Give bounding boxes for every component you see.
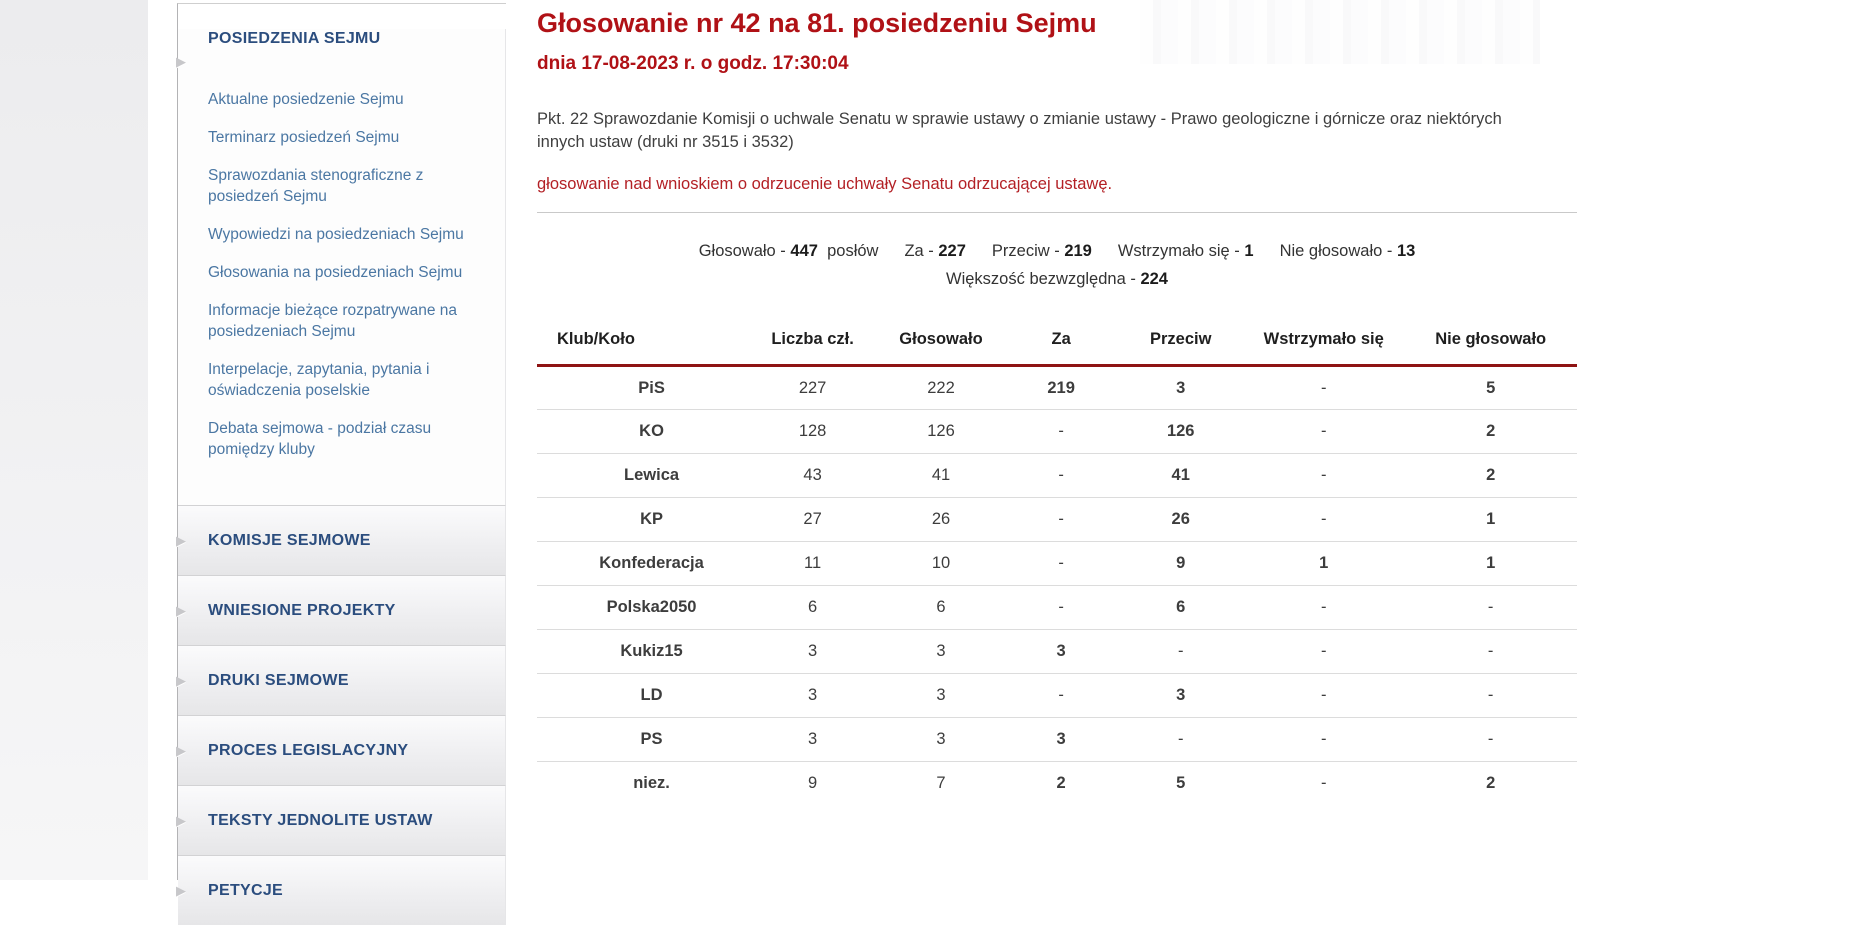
chevron-right-icon: ▶ — [176, 54, 186, 69]
przeciw-count[interactable]: 6 — [1118, 586, 1243, 630]
voted-count: 6 — [878, 586, 1004, 630]
members-count: 3 — [747, 718, 878, 762]
wstrzymalo-count: - — [1243, 498, 1404, 542]
nie-glosowalo-count: - — [1404, 586, 1577, 630]
chevron-right-icon: ▶ — [176, 882, 186, 898]
summary-item: Za - 227 — [904, 242, 966, 260]
sidebar-link[interactable]: Informacje bieżące rozpatrywane na posiedzeniach Sejmu — [208, 302, 457, 340]
members-count: 11 — [747, 542, 878, 586]
za-count: - — [1004, 454, 1118, 498]
sidebar-link[interactable]: Sprawozdania stenograficzne z posiedzeń Sejmu — [208, 167, 424, 205]
przeciw-count[interactable]: 26 — [1118, 498, 1243, 542]
members-count: 3 — [747, 674, 878, 718]
voted-count: 222 — [878, 366, 1004, 410]
voted-count: 3 — [878, 674, 1004, 718]
przeciw-count[interactable]: 126 — [1118, 410, 1243, 454]
chevron-right-icon: ▶ — [176, 742, 186, 758]
sidebar-section-wniesione-projekty[interactable]: ▶ WNIESIONE PROJEKTY — [178, 575, 506, 645]
chevron-right-icon: ▶ — [176, 602, 186, 618]
column-header-wstrzymalo: Wstrzymało się — [1243, 330, 1404, 366]
wstrzymalo-count[interactable]: 1 — [1243, 542, 1404, 586]
summary-item: Głosowało - 447 posłów — [698, 242, 879, 260]
voted-count: 10 — [878, 542, 1004, 586]
club-link[interactable]: PS — [537, 718, 747, 762]
table-row — [537, 366, 1577, 410]
nie-glosowalo-count[interactable]: 1 — [1404, 498, 1577, 542]
wstrzymalo-count: - — [1243, 674, 1404, 718]
sidebar — [176, 3, 506, 899]
club-link[interactable]: Lewica — [537, 454, 747, 498]
members-count: 3 — [747, 630, 878, 674]
sidebar-section-proces-legislacyjny[interactable]: ▶ PROCES LEGISLACYJNY — [178, 715, 506, 785]
wstrzymalo-count: - — [1243, 454, 1404, 498]
club-link[interactable]: niez. — [633, 774, 670, 793]
vote-table-body — [537, 366, 1577, 806]
sidebar-link[interactable]: Terminarz posiedzeń Sejmu — [208, 129, 400, 146]
sidebar-section-petycje[interactable]: ▶ PETYCJE — [178, 855, 506, 925]
column-header-za: Za — [1004, 330, 1118, 366]
przeciw-count[interactable]: 41 — [1118, 454, 1243, 498]
members-count: 128 — [747, 410, 878, 454]
za-count: - — [1004, 674, 1118, 718]
voted-count: 126 — [878, 410, 1004, 454]
sidebar-link-list — [178, 89, 505, 460]
voted-count: 3 — [878, 718, 1004, 762]
voted-count: 3 — [878, 630, 1004, 674]
column-header-przeciw: Przeciw — [1118, 330, 1243, 366]
vote-summary-totals — [537, 240, 1577, 262]
page-title: Głosowanie nr 42 na 81. posiedzeniu Sejmu — [537, 8, 1097, 38]
sidebar-link[interactable]: Interpelacje, zapytania, pytania i oświadczenia poselskie — [208, 361, 430, 399]
sidebar-section-header[interactable]: POSIEDZENIA SEJMU — [208, 30, 381, 47]
nie-glosowalo-count[interactable]: 2 — [1404, 454, 1577, 498]
summary-item: Przeciw - 219 — [991, 242, 1092, 260]
table-row — [537, 498, 1577, 542]
vote-subject: głosowanie nad wnioskiem o odrzucenie uchwały Senatu odrzucającej ustawę. — [537, 175, 1113, 193]
przeciw-count[interactable]: 3 — [1118, 674, 1243, 718]
table-row — [537, 542, 1577, 586]
members-count: 6 — [747, 586, 878, 630]
przeciw-count[interactable]: 9 — [1118, 542, 1243, 586]
nie-glosowalo-count: - — [1404, 630, 1577, 674]
column-header-liczba: Liczba czł. — [747, 330, 878, 366]
sidebar-link[interactable]: Debata sejmowa - podział czasu pomiędzy kluby — [208, 420, 432, 458]
nie-glosowalo-count: - — [1404, 674, 1577, 718]
sidebar-link[interactable]: Wypowiedzi na posiedzeniach Sejmu — [208, 226, 464, 243]
za-count: - — [1004, 498, 1118, 542]
przeciw-count[interactable]: 3 — [1118, 366, 1243, 410]
club-link[interactable]: Polska2050 — [537, 586, 747, 630]
sidebar-link[interactable]: Aktualne posiedzenie Sejmu — [208, 91, 404, 108]
chevron-right-icon: ▶ — [176, 532, 186, 548]
column-header-klub: Klub/Koło — [537, 330, 747, 366]
summary-item: Wstrzymało się - 1 — [1117, 242, 1254, 260]
page-left-margin — [0, 0, 148, 880]
nie-glosowalo-count[interactable]: 2 — [1486, 774, 1496, 793]
voted-count: 7 — [936, 774, 946, 793]
sidebar-collapsed-sections — [178, 505, 506, 925]
za-count: - — [1004, 586, 1118, 630]
table-row — [537, 410, 1577, 454]
club-link[interactable]: Kukiz15 — [537, 630, 747, 674]
sidebar-section-komisje-sejmowe[interactable]: ▶ KOMISJE SEJMOWE — [178, 505, 506, 575]
table-row — [537, 586, 1577, 630]
nie-glosowalo-count: - — [1404, 718, 1577, 762]
sidebar-link[interactable]: Głosowania na posiedzeniach Sejmu — [208, 264, 463, 281]
members-count: 27 — [747, 498, 878, 542]
nie-glosowalo-count[interactable]: 5 — [1404, 366, 1577, 410]
wstrzymalo-count: - — [1243, 718, 1404, 762]
nie-glosowalo-count[interactable]: 1 — [1404, 542, 1577, 586]
club-link[interactable]: LD — [537, 674, 747, 718]
sidebar-section-druki-sejmowe[interactable]: ▶ DRUKI SEJMOWE — [178, 645, 506, 715]
za-count[interactable]: 3 — [1004, 718, 1118, 762]
przeciw-count[interactable]: 5 — [1176, 774, 1186, 793]
table-row — [537, 630, 1577, 674]
members-count: 43 — [747, 454, 878, 498]
wstrzymalo-count: - — [1243, 410, 1404, 454]
chevron-right-icon: ▶ — [176, 812, 186, 828]
results-table — [537, 330, 1577, 806]
section-divider — [537, 212, 1577, 213]
table-row — [537, 674, 1577, 718]
za-count[interactable]: 219 — [1004, 366, 1118, 410]
chevron-right-icon: ▶ — [176, 672, 186, 688]
club-link[interactable]: KO — [537, 410, 747, 454]
za-count: - — [1004, 542, 1118, 586]
wstrzymalo-count: - — [1243, 366, 1404, 410]
summary-item: Nie głosowało - 13 — [1279, 242, 1416, 260]
sidebar-section-teksty-jednolite-ustaw[interactable]: ▶ TEKSTY JEDNOLITE USTAW — [178, 785, 506, 855]
club-link[interactable]: KP — [537, 498, 747, 542]
column-header-glosowalo: Głosowało — [878, 330, 1004, 366]
club-link[interactable]: Konfederacja — [537, 542, 747, 586]
za-count[interactable]: 3 — [1004, 630, 1118, 674]
members-count: 227 — [747, 366, 878, 410]
club-link[interactable]: PiS — [537, 366, 747, 410]
voted-count: 26 — [878, 498, 1004, 542]
table-row — [537, 718, 1577, 762]
wstrzymalo-count: - — [1320, 774, 1327, 793]
main-content — [537, 0, 1577, 806]
przeciw-count: - — [1118, 718, 1243, 762]
voted-count: 41 — [878, 454, 1004, 498]
vote-summary — [537, 240, 1577, 290]
nie-glosowalo-count[interactable]: 2 — [1404, 410, 1577, 454]
wstrzymalo-count: - — [1243, 630, 1404, 674]
summary-item: Większość bezwzględna - 224 — [946, 270, 1168, 288]
wstrzymalo-count: - — [1243, 586, 1404, 630]
przeciw-count: - — [1118, 630, 1243, 674]
sidebar-section-posiedzenia-sejmu — [178, 29, 506, 505]
table-header-row — [537, 330, 1577, 366]
table-row — [537, 454, 1577, 498]
vote-summary-majority — [537, 268, 1577, 290]
table-row — [537, 762, 1577, 806]
za-count[interactable]: 2 — [1056, 774, 1066, 793]
members-count: 9 — [808, 774, 818, 793]
column-header-nie-glosowalo: Nie głosowało — [1404, 330, 1577, 366]
vote-datetime: dnia 17-08-2023 r. o godz. 17:30:04 — [537, 53, 849, 74]
za-count: - — [1004, 410, 1118, 454]
agenda-item-description: Pkt. 22 Sprawozdanie Komisji o uchwale Senatu w sprawie ustawy o zmianie ustawy - Prawo geologiczne i górnicze oraz niektórych innych ustaw (druki nr 3515 i 3532) — [537, 110, 1502, 151]
